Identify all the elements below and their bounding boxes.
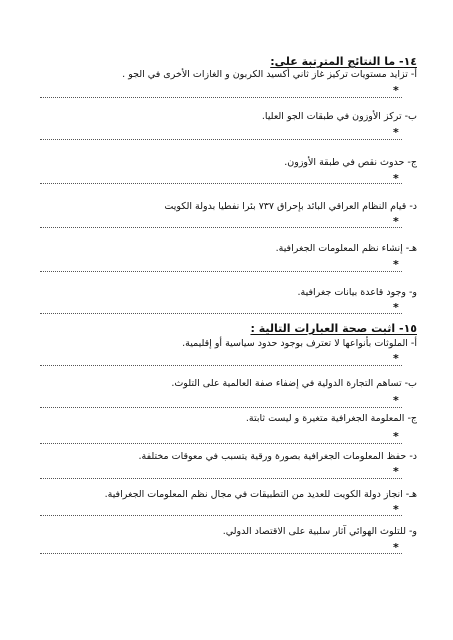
q14-d-mark: * xyxy=(393,215,399,228)
q14-e-text: هـ- إنشاء نظم المعلومات الجغرافية. xyxy=(275,243,417,254)
q15-a-text: أ- الملوثات بأنواعها لا تعترف بوجود حدود سياسية أو إقليمية. xyxy=(182,338,417,349)
q14-a-text: أ- تزايد مستويات تركيز غاز ثاني أكسيد الكربون و الغازات الأخرى في الجو . xyxy=(122,69,417,80)
q14-e-mark: * xyxy=(393,258,399,271)
q14-e-answer-line xyxy=(40,270,402,272)
q15-b-answer-line xyxy=(40,406,402,408)
section-15-title: ١٥- اثبت صحة العبارات التالية : xyxy=(250,322,417,335)
q14-d-text: د- قيام النظام العراقي البائد بإحراق ٧٣٧ بئرا نفطيا بدولة الكويت xyxy=(164,201,417,212)
q15-f-answer-line xyxy=(40,552,402,554)
q14-a-mark: * xyxy=(393,84,399,97)
q14-f-text: و- وجود قاعدة بيانات جغرافية. xyxy=(297,287,417,298)
q14-b-mark: * xyxy=(393,126,399,139)
q14-f-answer-line xyxy=(40,312,402,314)
q15-f-text: و- للتلوث الهوائي آثار سلبية على الاقتصاد الدولي. xyxy=(222,526,417,537)
q14-d-answer-line xyxy=(40,226,402,228)
q15-e-text: هـ- انجاز دولة الكويت للعديد من التطبيقات في مجال نظم المعلومات الجغرافية. xyxy=(104,489,417,500)
q15-b-text: ب- تساهم التجارة الدولية في إضفاء صفة العالمية على التلوث. xyxy=(171,378,417,389)
q15-e-mark: * xyxy=(393,503,399,516)
q15-d-text: د- حفظ المعلومات الجغرافية بصورة ورقية يتسبب في معوقات مختلفة. xyxy=(138,451,417,462)
q15-c-answer-line xyxy=(40,442,402,444)
q14-b-answer-line xyxy=(40,138,402,140)
q15-c-mark: * xyxy=(393,430,399,443)
q15-e-answer-line xyxy=(40,514,402,516)
q14-c-text: ج- حدوث نقص في طبقة الأوزون. xyxy=(284,157,417,168)
q15-d-mark: * xyxy=(393,465,399,478)
q15-d-answer-line xyxy=(40,477,402,479)
q14-c-mark: * xyxy=(393,172,399,185)
q15-c-text: ج- المعلومة الجغرافية متغيرة و ليست ثابتة. xyxy=(245,413,417,424)
q14-f-mark: * xyxy=(393,301,399,314)
q14-a-answer-line xyxy=(40,96,402,98)
q15-a-answer-line xyxy=(40,364,402,366)
q15-b-mark: * xyxy=(393,394,399,407)
q14-c-answer-line xyxy=(40,182,402,184)
q14-b-text: ب- تركز الأوزون في طبقات الجو العليا. xyxy=(261,111,417,122)
section-14-title: ١٤- ما النتائج المترتبة على: xyxy=(270,55,417,68)
q15-a-mark: * xyxy=(393,352,399,365)
q15-f-mark: * xyxy=(393,541,399,554)
